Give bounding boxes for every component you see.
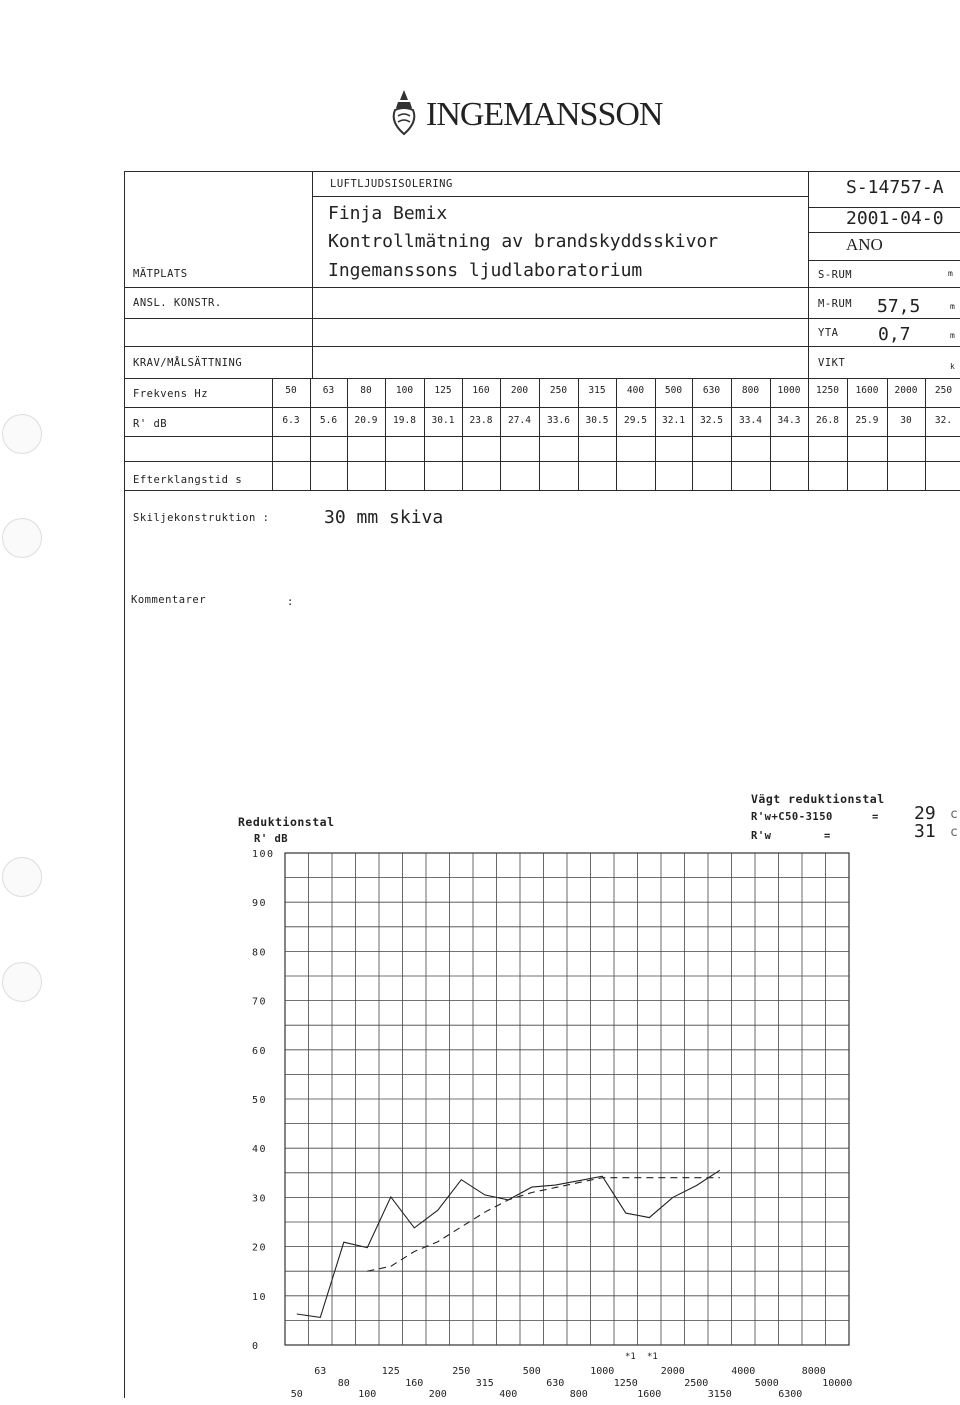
weighted-unit-2: c (950, 825, 958, 840)
x-tick-label: 160 (405, 1378, 424, 1389)
rdb-cell: 33.4 (739, 415, 762, 426)
label-frekvens: Frekvens Hz (133, 388, 209, 400)
x-tick-label: 80 (337, 1378, 350, 1389)
measured-line (297, 1170, 720, 1317)
rdb-cell: 30 (900, 415, 912, 426)
y-tick-label: 0 (252, 1341, 260, 1352)
freq-cell: 500 (664, 385, 683, 396)
rdb-cell: 33.6 (547, 415, 570, 426)
value-yta: 0,7 (878, 324, 911, 345)
x-tick-label: 3150 (707, 1389, 732, 1400)
value-skiljekonstruktion: 30 mm skiva (324, 507, 444, 528)
x-tick-label: 2000 (660, 1366, 685, 1377)
kommentarer-colon: : (287, 596, 294, 608)
x-tick-label: 8000 (801, 1366, 826, 1377)
y-tick-label: 20 (252, 1242, 268, 1254)
rdb-cell: 20.9 (354, 415, 378, 426)
freq-cell: 1600 (855, 385, 879, 396)
rdb-cell: 29.5 (624, 415, 647, 426)
chart-yunit: R' dB (254, 833, 289, 845)
rdb-cell: 30.1 (431, 415, 455, 426)
x-tick-label: 315 (475, 1378, 494, 1389)
x-tick-label: 5000 (754, 1378, 779, 1389)
freq-cell: 1000 (777, 385, 801, 396)
weighted-eq-1: = (872, 811, 879, 823)
freq-cell: 160 (472, 385, 490, 396)
x-tick-label: 800 (569, 1389, 588, 1400)
label-yta: YTA (818, 327, 839, 339)
y-tick-label: 80 (252, 947, 268, 959)
lab-name: Ingemanssons ljudlaboratorium (328, 260, 643, 281)
freq-cell: 250 (549, 385, 568, 396)
marker-label: *1 (625, 1352, 636, 1362)
weighted-eq-2: = (824, 830, 831, 842)
x-tick-label: 250 (452, 1366, 471, 1377)
label-matplats: MÄTPLATS (133, 268, 188, 280)
label-krav: KRAV/MÅLSÄTTNING (133, 357, 243, 369)
unit-s-rum: m (948, 269, 953, 278)
rdb-cell: 23.8 (469, 415, 493, 426)
label-kommentarer: Kommentarer (131, 594, 207, 606)
label-skiljekonstruktion: Skiljekonstruktion : (133, 512, 270, 524)
report-date: 2001-04-0 (846, 208, 944, 229)
rdb-cell: 32. (934, 415, 953, 426)
report-title: Kontrollmätning av brandskyddsskivor (328, 231, 719, 252)
x-tick-label: 63 (314, 1366, 327, 1377)
freq-cell: 250 (934, 385, 953, 396)
x-tick-label: 1000 (590, 1366, 615, 1377)
x-tick-label: 2500 (684, 1378, 709, 1389)
y-tick-label: 60 (252, 1045, 268, 1057)
rdb-cell: 34.3 (777, 415, 801, 426)
x-tick-label: 1600 (637, 1389, 662, 1400)
label-r-db: R' dB (133, 418, 168, 430)
weighted-value-1: 29 (914, 803, 936, 824)
rdb-cell: 32.5 (700, 415, 723, 426)
freq-cell: 80 (360, 385, 372, 396)
unit-m-rum: m (950, 302, 955, 311)
freq-cell: 200 (510, 385, 529, 396)
x-tick-label: 500 (522, 1366, 541, 1377)
rdb-cell: 26.8 (816, 415, 839, 426)
label-vikt: VIKT (818, 357, 846, 369)
x-tick-label: 200 (428, 1389, 447, 1400)
signature: ANO (846, 235, 883, 254)
freq-cell: 800 (741, 385, 760, 396)
x-tick-label: 125 (381, 1366, 400, 1377)
report-number: S-14757-A (846, 177, 944, 198)
rdb-cell: 19.8 (393, 415, 416, 426)
freq-cell: 2000 (894, 385, 918, 396)
unit-vikt: k (950, 362, 955, 371)
weighted-title: Vägt reduktionstal (751, 792, 885, 806)
weighted-value-2: 31 (914, 821, 936, 842)
y-tick-label: 90 (252, 898, 268, 910)
client-name: Finja Bemix (328, 203, 448, 224)
label-m-rum: M-RUM (818, 298, 853, 310)
value-m-rum: 57,5 (877, 296, 921, 317)
freq-cell: 125 (434, 385, 452, 396)
weighted-unit-1: c (950, 807, 958, 822)
chart-ylabel: Reduktionstal (238, 815, 335, 829)
marker-label: *1 (647, 1352, 658, 1362)
y-tick-label: 40 (252, 1144, 268, 1156)
y-tick-label: 70 (252, 996, 268, 1008)
x-tick-label: 1250 (613, 1378, 638, 1389)
rdb-cell: 25.9 (855, 415, 879, 426)
rdb-cell: 30.5 (585, 415, 609, 426)
label-efterklang: Efterklangstid s (133, 474, 243, 486)
rdb-cell: 6.3 (282, 415, 300, 426)
x-tick-label: 630 (546, 1378, 565, 1389)
freq-cell: 1250 (816, 385, 839, 396)
label-s-rum: S-RUM (818, 269, 853, 281)
freq-cell: 50 (285, 385, 297, 396)
y-tick-label: 50 (252, 1095, 268, 1106)
category-label: LUFTLJUDSISOLERING (330, 178, 453, 190)
rdb-cell: 5.6 (319, 415, 338, 426)
x-tick-label: 10000 (822, 1378, 853, 1389)
freq-cell: 400 (626, 385, 645, 396)
x-tick-label: 6300 (778, 1389, 803, 1400)
freq-cell: 63 (322, 385, 335, 396)
freq-cell: 100 (395, 385, 414, 396)
x-tick-label: 4000 (731, 1366, 756, 1377)
y-tick-label: 10 (252, 1291, 268, 1303)
rdb-cell: 27.4 (508, 415, 531, 426)
y-tick-label: 30 (252, 1193, 268, 1205)
x-tick-label: 50 (290, 1389, 303, 1400)
freq-cell: 315 (588, 385, 606, 396)
x-tick-label: 100 (358, 1389, 377, 1400)
brand-name: INGEMANSSON (426, 96, 663, 133)
label-ansl-konstr: ANSL. KONSTR. (133, 297, 222, 309)
freq-cell: 630 (702, 385, 721, 396)
weighted-label-1: R'w+C50-3150 (751, 811, 833, 823)
rdb-cell: 32.1 (662, 415, 685, 426)
x-tick-label: 400 (499, 1389, 518, 1400)
y-tick-label: 100 (252, 849, 275, 860)
weighted-label-2: R'w (751, 830, 772, 842)
unit-yta: m (950, 331, 955, 340)
